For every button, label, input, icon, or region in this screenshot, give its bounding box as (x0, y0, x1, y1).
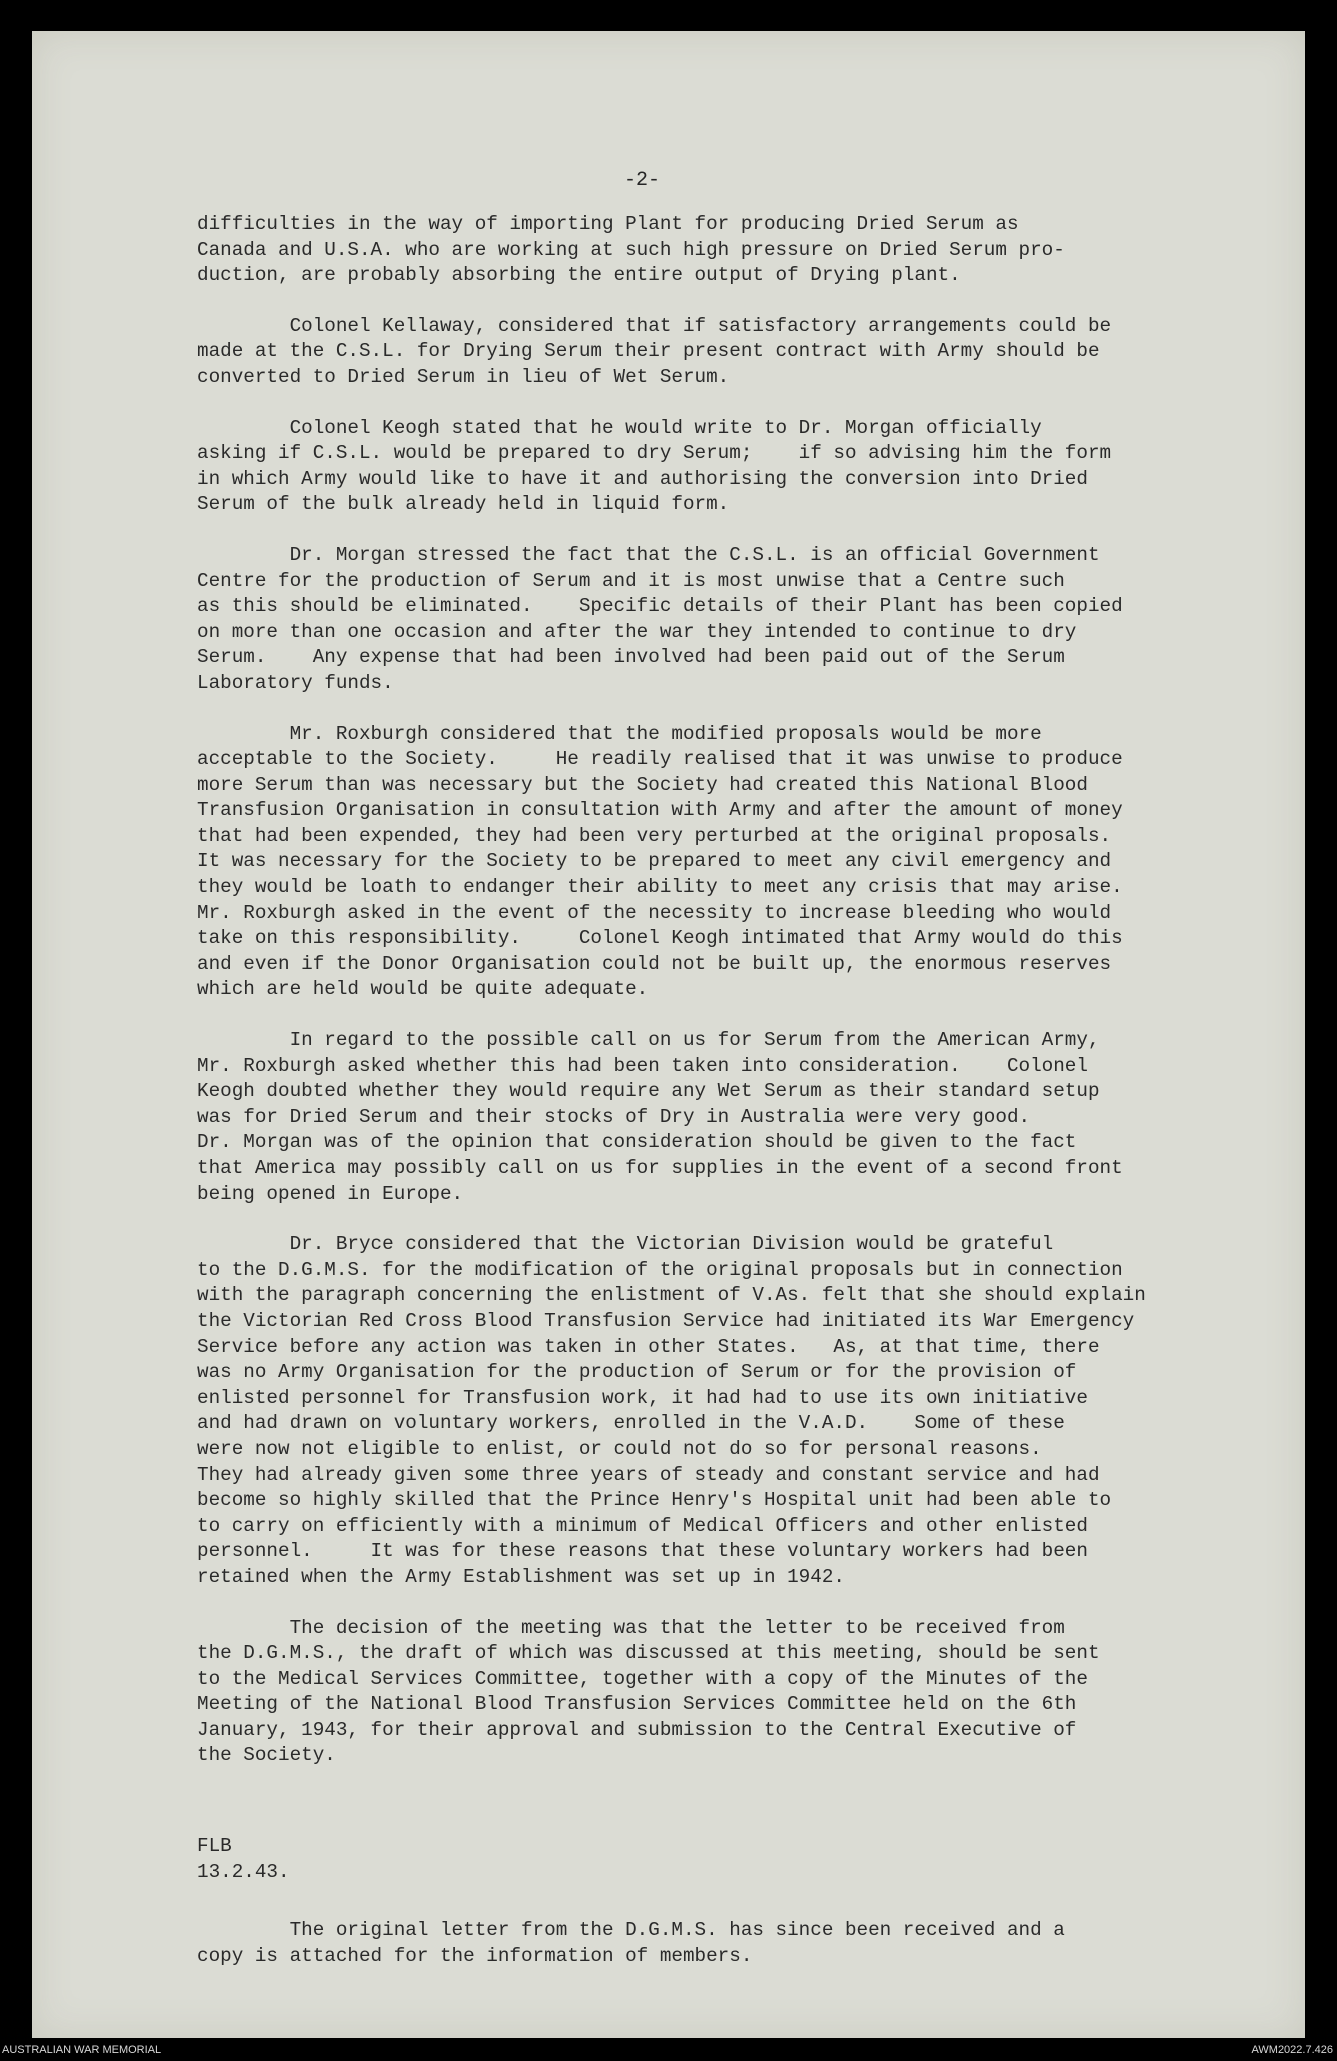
text-line: January, 1943, for their approval and submission to the Central Executive of (197, 1718, 1077, 1741)
text-line: more Serum than was necessary but the Society had created this National Blood (197, 773, 1088, 796)
text-line: Dr. Bryce considered that the Victorian Division would be grateful (197, 1233, 1054, 1256)
text-line: enlisted personnel for Transfusion work, it had had to use its own initiative (197, 1386, 1088, 1409)
text-line: was no Army Organisation for the production of Serum or for the provision of (197, 1361, 1077, 1384)
text-line: the Society. (197, 1744, 336, 1767)
paragraph (197, 416, 1257, 518)
text-line: It was necessary for the Society to be prepared to meet any civil emergency and (197, 850, 1112, 873)
text-line: Colonel Kellaway, considered that if satisfactory arrangements could be (197, 314, 1112, 337)
text-line: Mr. Roxburgh asked whether this had been taken into consideration. Colonel (197, 1054, 1088, 1077)
paragraph-spacer (197, 391, 1257, 416)
text-line: Mr. Roxburgh asked in the event of the necessity to increase bleeding who would (197, 901, 1112, 924)
signature-initials: FLB (197, 1835, 232, 1857)
text-line: Meeting of the National Blood Transfusion Services Committee held on the 6th (197, 1693, 1077, 1716)
text-line: become so highly skilled that the Prince Henry's Hospital unit had been able to (197, 1489, 1112, 1512)
archive-caption-left: AUSTRALIAN WAR MEMORIAL (2, 2044, 162, 2056)
paragraph-spacer (197, 1207, 1257, 1232)
text-line: and even if the Donor Organisation could not be built up, the enormous reserves (197, 952, 1112, 975)
text-line: Serum. Any expense that had been involved had been paid out of the Serum (197, 646, 1065, 669)
text-line: that America may possibly call on us for supplies in the event of a second front (197, 1157, 1123, 1179)
text-line: in which Army would like to have it and authorising the conversion into Dried (197, 467, 1088, 490)
signature-block (197, 1432, 290, 1885)
text-line: Service before any action was taken in other States. As, at that time, there (197, 1335, 1100, 1358)
text-line: Dr. Morgan stressed the fact that the C.S.L. is an official Government (197, 543, 1100, 566)
text-line: to the D.G.M.S. for the modification of the original proposals but in connection (197, 1258, 1123, 1281)
text-line: take on this responsibility. Colonel Keogh intimated that Army would do this (197, 927, 1123, 950)
text-line: Canada and U.S.A. who are working at such high pressure on Dried Serum pro- (197, 238, 1065, 261)
text-line: and had drawn on voluntary workers, enrolled in the V.A.D. Some of these (197, 1412, 1065, 1435)
paragraph (197, 212, 1257, 289)
text-line: they would be loath to endanger their ability to meet any crisis that may arise. (197, 876, 1123, 899)
text-line: acceptable to the Society. He readily realised that it was unwise to produce (197, 748, 1123, 771)
text-line: were now not eligible to enlist, or could not do so for personal reasons. (197, 1437, 1042, 1460)
text-line: In regard to the possible call on us for Serum from the American Army, (197, 1029, 1100, 1052)
text-line: the D.G.M.S., the draft of which was discussed at this meeting, should be sent (197, 1642, 1100, 1665)
text-line: Transfusion Organisation in consultation with Army and after the amount of money (197, 799, 1123, 822)
text-line: Keogh doubted whether they would require any Wet Serum as their standard setup (197, 1080, 1100, 1103)
page-number: -2- (624, 169, 661, 192)
text-line: as this should be eliminated. Specific details of their Plant has been copied (197, 595, 1123, 618)
text-line: with the paragraph concerning the enlistment of V.As. felt that she should explain (197, 1284, 1146, 1307)
text-line: made at the C.S.L. for Drying Serum their present contract with Army should be (197, 340, 1100, 363)
paragraph (197, 1616, 1257, 1770)
paragraph-spacer (197, 1003, 1257, 1028)
text-line: the Victorian Red Cross Blood Transfusion Service had initiated its War Emergency (197, 1309, 1135, 1332)
text-line: to carry on efficiently with a minimum of Medical Officers and other enlisted (197, 1514, 1088, 1537)
text-line: on more than one occasion and after the war they intended to continue to dry (197, 620, 1077, 643)
text-line: Mr. Roxburgh considered that the modified proposals would be more (197, 722, 1042, 745)
text-line: Serum of the bulk already held in liquid form. (197, 493, 730, 516)
text-line: Colonel Keogh stated that he would write to Dr. Morgan officially (197, 416, 1042, 439)
text-line: retained when the Army Establishment was set up in 1942. (197, 1565, 845, 1588)
text-line: Laboratory funds. (197, 671, 394, 694)
archive-caption-right: AWM2022.7.426 (1251, 2044, 1333, 2056)
footer-paragraph (197, 1918, 1065, 1969)
text-line: duction, are probably absorbing the entire output of Drying plant. (197, 264, 961, 287)
footer-line: The original letter from the D.G.M.S. has since been received and a (197, 1919, 1065, 1941)
text-line: The decision of the meeting was that the letter to be received from (197, 1616, 1065, 1639)
text-line: which are held would be quite adequate. (197, 978, 649, 1001)
paragraph-spacer (197, 289, 1257, 314)
paragraph (197, 1232, 1257, 1590)
text-line: asking if C.S.L. would be prepared to dry Serum; if so advising him the form (197, 442, 1112, 465)
paragraph-spacer (197, 697, 1257, 722)
text-line: converted to Dried Serum in lieu of Wet Serum. (197, 365, 730, 388)
text-line: difficulties in the way of importing Plant for producing Dried Serum as (197, 213, 1019, 235)
paragraph (197, 722, 1257, 1004)
footer-line: copy is attached for the information of members. (197, 1944, 753, 1967)
text-line: They had already given some three years of steady and constant service and had (197, 1463, 1100, 1486)
text-line: Dr. Morgan was of the opinion that consideration should be given to the fact (197, 1131, 1077, 1154)
text-line: was for Dried Serum and their stocks of Dry in Australia were very good. (197, 1105, 1031, 1128)
text-line: being opened in Europe. (197, 1182, 464, 1205)
paragraph (197, 543, 1257, 697)
paragraph (197, 1028, 1257, 1207)
paragraph (197, 314, 1257, 391)
text-line: Centre for the production of Serum and it is most unwise that a Centre such (197, 569, 1065, 592)
paragraph-spacer (197, 518, 1257, 543)
text-line: that had been expended, they had been very perturbed at the original proposals. (197, 824, 1112, 847)
text-line: personnel. It was for these reasons that these voluntary workers had been (197, 1540, 1088, 1563)
signature-date: 13.2.43. (197, 1860, 290, 1883)
paragraph-spacer (197, 1591, 1257, 1616)
text-line: to the Medical Services Committee, together with a copy of the Minutes of the (197, 1667, 1088, 1690)
document-body (197, 212, 1257, 1769)
